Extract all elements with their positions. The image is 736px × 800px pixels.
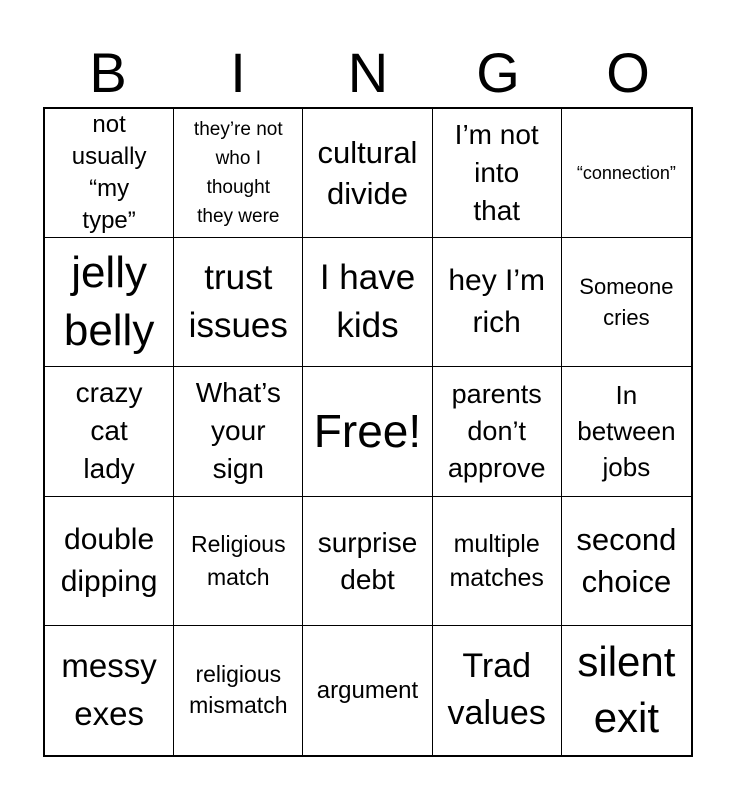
- bingo-cell[interactable]: [303, 238, 432, 367]
- free-space: Free!: [313, 405, 422, 458]
- bingo-cell[interactable]: [303, 109, 432, 238]
- bingo-cell[interactable]: [433, 109, 562, 238]
- header-letter-n: N: [347, 41, 389, 104]
- bingo-cell[interactable]: [562, 497, 691, 626]
- bingo-cell[interactable]: [174, 109, 303, 238]
- cell-text: surprise debt: [317, 526, 418, 595]
- cell-text: crazy cat lady: [75, 377, 143, 485]
- bingo-cell[interactable]: [303, 626, 432, 755]
- cell-text: Religious match: [190, 530, 286, 590]
- bingo-cell[interactable]: [174, 626, 303, 755]
- bingo-cell[interactable]: [433, 367, 562, 496]
- cell-text: hey I’m rich: [448, 264, 546, 340]
- bingo-cell[interactable]: [174, 497, 303, 626]
- bingo-cell[interactable]: [303, 367, 432, 496]
- header-letter-g: G: [476, 41, 520, 104]
- bingo-cell[interactable]: [562, 238, 691, 367]
- cell-text: I’m not into that: [454, 119, 539, 227]
- bingo-header: [43, 40, 693, 106]
- bingo-cell[interactable]: [174, 367, 303, 496]
- cell-text: “connection”: [576, 163, 676, 184]
- bingo-cell[interactable]: [433, 497, 562, 626]
- header-letter-b: B: [89, 41, 127, 104]
- cell-text: What’s your sign: [195, 377, 281, 485]
- cell-text: multiple matches: [449, 529, 544, 592]
- cell-text: religious mismatch: [189, 661, 288, 719]
- cell-text: second choice: [576, 521, 677, 599]
- cell-text: cultural divide: [317, 135, 418, 212]
- bingo-board: [43, 107, 693, 757]
- cell-text: not usually “my type”: [71, 111, 147, 235]
- cell-text: double dipping: [60, 522, 158, 598]
- cell-text: Trad values: [447, 647, 546, 733]
- bingo-cell[interactable]: [433, 238, 562, 367]
- cell-text: Someone cries: [579, 274, 674, 331]
- bingo-cell[interactable]: [45, 497, 174, 626]
- bingo-cell[interactable]: [45, 626, 174, 755]
- bingo-cell[interactable]: [562, 109, 691, 238]
- cell-text: parents don’t approve: [447, 378, 546, 483]
- cell-text: argument: [316, 676, 419, 704]
- cell-text: silent exit: [577, 638, 676, 742]
- cell-text: they’re not who I thought they were: [193, 119, 283, 228]
- cell-text: I have kids: [319, 258, 416, 346]
- bingo-cell[interactable]: [562, 367, 691, 496]
- bingo-cell[interactable]: [45, 367, 174, 496]
- cell-text: jelly belly: [63, 248, 155, 356]
- bingo-cell[interactable]: [303, 497, 432, 626]
- header-letter-o: O: [606, 41, 650, 104]
- header-letter-i: I: [230, 41, 246, 104]
- bingo-cell[interactable]: [433, 626, 562, 755]
- bingo-cell[interactable]: [562, 626, 691, 755]
- cell-text: trust issues: [188, 258, 288, 346]
- cell-text: messy exes: [61, 647, 157, 733]
- bingo-cell[interactable]: [45, 109, 174, 238]
- cell-text: In between jobs: [577, 380, 676, 483]
- bingo-cell[interactable]: [174, 238, 303, 367]
- bingo-cell[interactable]: [45, 238, 174, 367]
